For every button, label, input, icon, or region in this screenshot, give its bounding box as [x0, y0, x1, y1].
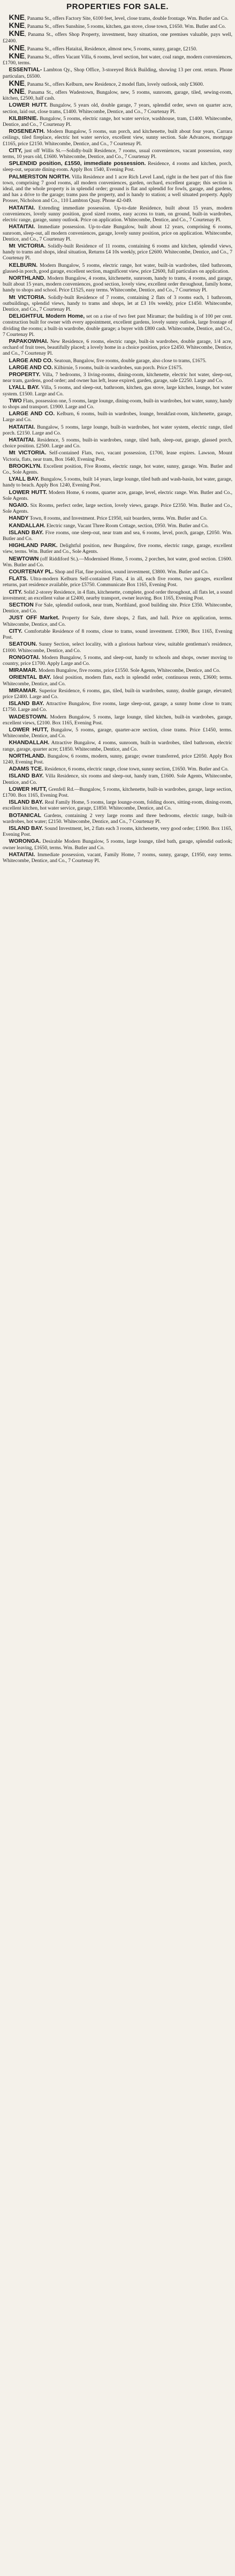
ad-lead: KNE — [9, 13, 25, 21]
ad-body: Modern Home, 6 rooms, quarter acre, garage, level, electric range. Wm. Butler and Co., Sole Agents. — [3, 489, 233, 501]
classified-ad — [3, 766, 232, 772]
classified-ad — [3, 476, 232, 488]
classified-ad — [3, 243, 232, 261]
ad-body: Superior Residence, 6 rooms, gas, tiled, built-in wardrobes, sunny, double garage, elevated; price £2400. Large and Co. — [3, 687, 232, 700]
ad-body: Panama St., offers Factory Site, 6100 feet, level, close trams, double frontage. Wm. Butler and Co. — [27, 16, 229, 21]
classified-ad — [3, 385, 232, 396]
ad-body: Electric range, Vacant Three Room Cottage, section, £950. Wm. Butler and Co. — [46, 522, 209, 529]
ad-body: Residence, 5 rooms, built-in wardrobes, range, tiled bath, sleep-out, garage, glassed porch, choice position. £2500. Large and Co. — [3, 437, 232, 450]
ad-lead: KNE — [9, 29, 25, 38]
ad-body: Villa Residence, six rooms and sleep-out, handy tram, £1600. Sole Agents, Whitecombe, Dentice, and Co. — [3, 773, 232, 785]
ad-lead: KNE — [9, 78, 25, 87]
ad-body: Modern Bungalow, 5 rooms, electric range, hot water, built-in wardrobes, tiled bathroom, glassed-in porch, good garage, excellent section, magnificent view, price £2600, full particulars on application. — [3, 262, 233, 274]
ad-body: Immediate possession. Up-to-date Bungalow, built about 12 years, comprising 6 rooms, sunroom, sleep-out, all modern conveniences, garage, lovely sunny position, price on application. Whitecombe, Dentice, and Co., 7 Courtenay Pl. — [3, 224, 232, 242]
ad-lead: PALMERSTON NORTH. — [9, 174, 71, 180]
ad-body: Modern Bungalow, 5 rooms, and sleep-out, handy to schools and shops, owner moving to country, price £1700. Apply Large and Co. — [3, 654, 232, 667]
ad-lead: LOWER HUTT, — [9, 727, 49, 733]
ad-lead: KNE — [9, 51, 25, 61]
ad-lead: ISLAND BAY. — [9, 529, 44, 536]
ad-body: Bungalow, 6 rooms, modern, sunny, garage; owner transferred, price £2050. Apply Box 1240, Evening Post. — [3, 753, 232, 765]
ad-body: Six Rooms, perfect order, large section, lovely views, garage. Price £2350. Wm. Butler and Co., Sole Agents. — [3, 503, 232, 515]
classified-ad — [3, 503, 232, 514]
classified-ad — [3, 365, 232, 371]
ad-lead: CITY. — [9, 589, 22, 595]
ad-lead: DELIGHTFUL Modern Home, — [9, 313, 85, 320]
ad-body: Panama St., offers Wadestown, Bungalow, new, 5 rooms, sunroom, garage, tiled, sewing-room, kitchen, £2500, half cash. — [3, 89, 232, 102]
ad-lead: LOWER HUTT. — [9, 102, 48, 109]
classified-ad — [3, 589, 232, 601]
ad-body: Villa Residence and 1 acre Rich Level Land, right in the best part of this fine town, comprising 7 good rooms, all modern conveniences, garden, orchard, excellent garage; this section is ideal, and the whole property is in splendid order; ground is flat and splendid for fowls, garage, and gardens, and has a drive to the garage; trams pass the property, and is handy to station; a well situated property. Apply Prosser, Nicholson and Co., 110 Lambton Quay. Phone 42-049. — [3, 174, 232, 204]
ad-lead: ISLAND BAY. — [9, 799, 43, 806]
classified-ad — [3, 655, 232, 667]
ad-body: Five rooms, one sleep-out, near tram and sea, 6 rooms, level, porch, garage, £2050. Wm. Butler and Co. — [3, 529, 232, 542]
ad-lead: NORTHLAND. — [9, 275, 46, 281]
ad-lead: SEATOUN. — [9, 641, 37, 648]
ad-body: set on a rise of two feet past Miramar; the building is of 100 per cent. construction built for owner with every appointment, excellent gardens, lovely sunny outlook, large frontage of dividing the rooms; a built-in wardrobe, double garage; a buyer with £800 cash. Whitecombe, Dentice, and Co., 7 Courtenay Pl. — [3, 313, 232, 338]
ad-lead: COURTENAY PL. — [9, 569, 54, 575]
ad-body: Grenfell Rd.—Bungalow, 5 rooms, kitchenette, built-in wardrobes, garage, large section, £1700. Box 1165, Evening Post. — [3, 786, 232, 798]
ad-body: Panama St., offers Hataitai, Residence, almost new, 5 rooms, sunny, garage, £2150. — [27, 46, 198, 52]
ad-lead: LYALL BAY. — [9, 385, 40, 391]
classified-ad — [3, 641, 232, 653]
ad-body: Comfortable Residence of 8 rooms, close to trams, sound investment. £1900, Box 1165, Evening Post. — [3, 628, 233, 641]
ad-body: Excellent position, Five Rooms, electric range, hot water, sunny, garage. Wm. Butler and Co., Sole Agents. — [3, 463, 232, 476]
ad-body: Kelburn, 6 rooms, built-in wardrobes, lounge, breakfast-room, kitchenette, garage, Large and Co. — [3, 411, 233, 423]
ad-body: Property for Sale, three shops, 2 flats, and hall. Price on application, terms. Whitecombe, Dentice, and Co. — [3, 615, 233, 627]
ad-lead: PAPAKOWHAI. — [9, 338, 49, 345]
classified-ad — [3, 295, 232, 313]
ad-body: Flats, possession one, 5 rooms, large lounge, dining-room, built-in wardrobes, hot water, sunny, handy to shops and transport. £1900. Large and Co. — [3, 398, 232, 410]
ad-body: Attractive Bungalow, five rooms, large sleep-out, garage, a sunny home close to tram; £1750. Large and Co. — [3, 701, 232, 713]
ad-body: Residence, 4 rooms and kitchen, porch, sleep-out, separate dining-room. Apply Box 1540, Evening Post. — [3, 161, 232, 173]
classified-ad — [3, 602, 232, 614]
ad-body: Real Family Home, 5 rooms, large lounge-room, folding doors, sitting-room, dining-room, excellent kitchen, hot water service, garage, £1850. Whitecombe, Dentice, and Co. — [3, 799, 232, 812]
classified-ad — [3, 688, 232, 700]
ad-body: Attractive Bungalow, 4 rooms, sunroom, built-in wardrobes, tiled bathroom, electric range, garage, quarter acre; £1850. Whitecombe, Dentice, and Co. — [3, 740, 232, 752]
ad-lead: WORONGA. — [9, 838, 41, 845]
classified-ad — [3, 398, 232, 410]
classified-ad — [3, 668, 232, 673]
ad-body: Self-contained Flats, two, vacant possession, £1700, lease expires. Lawson, Mount Victoria, flats, near tram, Box 1640, Evening Post. — [3, 450, 232, 462]
classified-ad — [3, 515, 232, 521]
classified-ad — [3, 129, 232, 147]
ad-body: Modern Bungalow, 5 rooms, large lounge, tiled kitchen, built-in wardrobes, garage, excellent views, £2100. Box 1165, Evening Post. — [3, 714, 232, 726]
ad-body: Seatoun, Bungalow, five rooms, double garage, also close to trams, £1675. — [54, 357, 207, 364]
ad-lead: SECTION — [9, 602, 34, 609]
ad-lead: HANDY — [9, 515, 29, 522]
classified-ad — [3, 714, 232, 726]
classified-ad — [3, 838, 232, 850]
ad-body: Modern Bungalow, 5 rooms, sun porch, and kitchenette, built about four years, Carrara ceilings, tiled fireplace, electric hot water service, excellent view, sunny section. Sale Advances, mortgage £1165, price £2150. Whitecombe, Dentice, and Co., 7 Courtenay Pl. — [3, 129, 233, 147]
ad-lead: ISLAND BAY. — [9, 825, 43, 832]
classified-ad — [3, 148, 232, 160]
classified-ad — [3, 224, 232, 242]
classified-ad — [3, 102, 232, 114]
classified-ad — [3, 523, 232, 529]
ad-lead: NGAIO. — [9, 503, 29, 509]
classified-ad: KNE, Panama St., offers Kelburn, new Residence, 2 model flats, lovely outlook, only £3600. — [9, 78, 204, 87]
ad-lead: ROSENEATH. — [9, 129, 45, 135]
classified-ad: KNE, Panama St., offers Factory Site, 6100 feet, level, close trams, double frontage. Wm. Butler and Co. — [9, 13, 229, 21]
ad-lead: BROOKLYN. — [9, 463, 42, 469]
classified-ad — [3, 411, 232, 423]
ad-body: Ideal position, modern flats, each in splendid order, continuous rents, £3600; terms. Whitecombe, Dentice, and Co. — [3, 675, 232, 687]
ad-lead: HATAITAI. — [9, 437, 35, 443]
classified-ad: KNE, Panama St., offers Shop Property, investment, busy situation, one premises valuable, pays well, £2400. — [3, 29, 232, 44]
classified-ad — [3, 813, 232, 825]
ad-lead: BOTANICAL — [9, 812, 41, 819]
ad-body: New Residence, 6 rooms, electric range, built-in wardrobes, double garage, 1/4 acre, orchard of fruit trees, beautifully placed; a lovely home in a choice position, price £2450. Whitecombe, Dentice, and Co., 7 Courtenay Pl. — [3, 338, 233, 357]
ad-body: Villa, 7 bedrooms, 3 living-rooms, dining-room, kitchenette, electric hot water, sleep-out, near tram, gardens, good order; and owner has left, lease expired, garden, garage, sale £2250. Large and Co. — [3, 371, 233, 384]
ad-lead: ISLAND BAY. — [9, 773, 44, 780]
classified-ad — [3, 174, 232, 204]
classified-ad — [3, 753, 232, 765]
classified-ad: KNE, Panama St., offers Wadestown, Bungalow, new, 5 rooms, sunroom, garage, tiled, sewing-room, kitchen, £2500, half cash. — [3, 87, 232, 102]
ad-body: Villa, 5 rooms, and sleep-out, bathroom, kitchen, gas stove, large kitchen, lounge, hot water system. £1500. Large and Co. — [3, 385, 232, 397]
ad-lead: KNE — [9, 43, 25, 52]
ad-body: Bungalow, 5 rooms, large lounge, built-in wardrobes, hot water system, electric range, tiled porch. £2150. Large and Co. — [3, 424, 233, 436]
classified-ad — [3, 490, 232, 501]
ad-body: Gardens, containing 2 very large rooms and three bedrooms, electric range, built-in wardrobes, hot water; £2150. Whitecombe, Dentice, and Co., 7 Courtenay Pl. — [3, 812, 232, 825]
classified-ad — [3, 205, 232, 223]
ad-body: Panama St., offers Sunshine, 5 rooms, kitchen, gas stove, close town, £1650. Wm. Butler and Co. — [27, 24, 226, 30]
ad-lead: MIRAMAR. — [9, 687, 37, 694]
ad-lead: LOWER HUTT, — [9, 786, 47, 792]
ad-body: For Sale, splendid outlook, near tram, Northland, good building site. Price £350. Whitecombe, Dentice, and Co. — [3, 602, 233, 615]
classified-ad — [3, 543, 232, 555]
ad-lead: WADESTOWN. — [9, 714, 48, 720]
classified-ad: KNE, Panama St., offers Vacant Villa, 6 rooms, level section, hot water, coal range, modern conveniences, £1700, terms. — [3, 51, 232, 66]
ad-lead: KHANDALLAH. — [9, 740, 50, 746]
ad-body: Bungalow, 5 years old, double garage, 7 years, splendid order, sewn on quarter acre, section, laid out, close trams, £1400. Whitecombe, Dentice, and Co., 7 Courtenay Pl. — [3, 102, 233, 115]
ad-lead: MIRAMAR. — [9, 668, 37, 674]
ad-body: Sunny Section, select locality, with a glorious harbour view, suitable gentleman's residence, £1000. Whitecombe, Dentice, and Co. — [3, 641, 233, 654]
ad-body: Panama St., offers Kelburn, new Residence, 2 model flats, lovely outlook, only £3600. — [27, 81, 204, 87]
classified-ad — [3, 263, 232, 274]
classified-ad — [3, 727, 232, 739]
classified-ad: KNE, Panama St., offers Hataitai, Residence, almost new, 5 rooms, sunny, garage, £2150. — [9, 43, 198, 52]
ad-lead: ESSENTIAL- — [9, 67, 42, 73]
ad-lead: KNE — [9, 87, 25, 96]
ad-body: Panama St., offers Shop Property, investment, busy situation, one premises valuable, pays well, £2400. — [3, 32, 232, 44]
classified-ad — [3, 615, 232, 627]
ad-lead: LARGE AND CO. — [9, 357, 53, 364]
ad-lead: Mt VICTORIA. — [9, 450, 47, 456]
classified-ad: KNE, Panama St., offers Sunshine, 5 rooms, kitchen, gas stove, close town, £1650. Wm. Butler and Co. — [9, 21, 226, 30]
ad-body: Shop and Flat, fine position, sound investment, £3800. Wm. Butler and Co. — [55, 569, 209, 575]
classified-ad — [3, 569, 232, 575]
ad-body: Solidly-built Residence of 11 rooms, containing 6 rooms and kitchen, splendid views, handy to trams and shops, ideal situation, Returns £4 10s weekly, price £2600. Whitecombe, Dentice, and Co., 7 Courtenay Pl. — [3, 243, 232, 261]
classified-ad — [3, 358, 232, 364]
classified-ad — [3, 67, 232, 79]
ad-body: Extending immediate possession. Up-to-date Residence, built about 15 years, modern conveniences, lovely sunny position, good sized rooms, easy access to tram, on ground, built-in wardrobes, electric range, garage, sunny outlook. Price on application. Whitecombe, Dentice, and Co., 7 Courtenay Pl. — [3, 205, 232, 223]
ad-body: Town, 8 rooms, and Investment. Price £1950, suit boarders, terms. Wm. Butler and Co. — [29, 515, 208, 522]
ad-lead: CITY. — [9, 628, 22, 634]
classified-ad — [3, 740, 232, 752]
classified-ad — [3, 576, 232, 588]
ad-lead: LARGE AND CO. — [9, 364, 53, 371]
ad-lead: ORIENTAL BAY. — [9, 675, 51, 681]
ad-body: Solidly-built Residence of 7 rooms, containing 2 flats of 3 rooms each, 1 bathroom, outbuildings, splendid views, handy to trams and shops, let at £3 10s weekly, price £1450. Whitecombe, Dentice, and Co., 7 Courtenay Pl. — [3, 294, 233, 312]
ad-lead: Mt VICTORIA. — [9, 294, 46, 301]
classified-ad — [3, 463, 232, 475]
ad-lead: KANDALLAH. — [9, 522, 46, 529]
ad-lead: Mt VICTORIA. — [9, 243, 46, 249]
classified-ad — [3, 799, 232, 811]
ad-lead: HATAITAI. — [9, 424, 35, 430]
ad-body: just off Willis St.—Solidly-built Residence, 7 rooms, usual conveniences, vacant possession, easy terms, 10 years old, £1600. Whitecombe, Dentice, and Co., 7 Courtenay Pl. — [3, 147, 232, 160]
ad-body: Bungalow, 5 rooms, garage, quarter-acre section, close trams. Price £1450, terms. Whitecombe, Dentice, and Co. — [3, 727, 232, 739]
ad-body: Residence, 6 rooms, electric range, close town, sunny section, £1650. Wm. Butler and Co. — [44, 766, 229, 773]
ad-lead: LOWER HUTT. — [9, 489, 47, 496]
ad-lead: CITY, — [9, 147, 22, 154]
ad-lead: KNE — [9, 21, 25, 30]
ad-lead: ISLAND BAY. — [9, 701, 44, 707]
ad-body: (off Riddiford St.).—Modernised Home, 5 rooms, 2 porches, hot water, good section. £1600. Wm. Butler and Co. — [3, 556, 232, 568]
classified-ad — [3, 556, 232, 568]
classified-ad — [3, 275, 232, 294]
ad-lead: LYALL BAY. — [9, 476, 40, 483]
ad-body: Bungalow, 5 rooms, built 14 years, large lounge, tiled bath and wash-basin, hot water, garage, handy to beach. Apply Box 1240, Evening Post. — [3, 476, 232, 489]
classified-ad — [3, 826, 232, 837]
classified-ad — [3, 116, 232, 128]
ad-lead: ADAMS TCE. — [9, 766, 43, 773]
ad-body: Sound Investment, let, 2 flats each 3 rooms, kitchenette, very good order; £1900. Box 1165, Evening Post. — [3, 825, 232, 838]
ad-lead: FLATS. — [9, 576, 28, 582]
ad-lead: JUST OFF Market. — [9, 615, 60, 621]
ad-lead: HIGHLAND PARK. — [9, 543, 58, 549]
classified-ad — [3, 628, 232, 640]
ad-lead: NEWTOWN — [9, 556, 39, 562]
classified-ad — [3, 701, 232, 713]
ad-lead: TWO — [9, 398, 22, 404]
classified-ad — [3, 339, 232, 357]
ad-body: Kilbirnie, 5 rooms, built-in wardrobes, sun porch. Price £1675. — [54, 364, 183, 371]
ad-lead: HATAITAI. — [9, 851, 35, 858]
ad-lead: NORTHLAND. — [9, 753, 46, 759]
section-heading: PROPERTIES FOR SALE. — [66, 2, 169, 11]
classified-ad — [3, 852, 232, 864]
classified-ad — [3, 675, 232, 686]
classified-ad — [3, 372, 232, 384]
ad-lead: HATAITAI. — [9, 205, 35, 211]
classified-ad — [3, 424, 232, 436]
ad-lead: KILBIRNIE. — [9, 115, 39, 122]
ad-lead: HATAITAI. — [9, 224, 35, 230]
ad-body: Panama St., offers Vacant Villa, 6 rooms, level section, hot water, coal range, modern conveniences, £1700, terms. — [3, 54, 232, 66]
classifieds-page — [0, 0, 235, 868]
classified-ad — [3, 437, 232, 449]
ad-body: Modern Bungalow, five rooms, price £1550. Sole Agents, Whitecombe, Dentice, and Co. — [38, 668, 221, 674]
ad-body: Lambton Qy., Shop Office, 3-storeyed Brick Building, showing 13 per cent. return. Phone particulars, £6500. — [3, 67, 232, 79]
classified-ad — [3, 313, 232, 338]
ad-lead: PROPERTY. — [9, 371, 41, 378]
ad-body: Immediate possession, vacant, Family Home, 7 rooms, sunny, garage, £1950, easy terms. Whitecombe, Dentice, and Co., 7 Courtenay Pl. — [3, 851, 233, 864]
ad-lead: LARGE AND CO. — [9, 411, 55, 417]
ad-body: Modern Bungalow, 4 rooms, kitchenette, sunroom, handy to trams, 4 rooms, and garage, built about 15 years, modern conveniences, good section, lovely view, excellent order throughout, family home, handy to shops and school. Price £1525, easy terms. Whitecombe, Dentice, and Co., 7 Courtenay Pl. — [3, 275, 232, 294]
ad-body: Solid 2-storey Residence, in 4 flats, kitchenette, complete, good order throughout, all flats let, a sound investment; an excellent value at £2400, nearby transport, owner leaving. Box 1165, Evening Post. — [3, 589, 233, 601]
ad-lead: KELBURN. — [9, 262, 38, 268]
classified-ad — [3, 161, 232, 173]
classified-ad — [3, 450, 232, 462]
classified-ad — [3, 787, 232, 798]
classified-ad — [3, 773, 232, 785]
ads-column — [3, 14, 232, 864]
ad-body: Bungalow, 5 rooms, electric range, hot water service, washhouse, tram, £1400. Whitecombe, Dentice, and Co., 7 Courtenay Pl. — [3, 115, 232, 128]
ad-body: Ultra-modern Kelburn Self-contained Flats, 4 in all, each five rooms, two garages, excellent returns, part residence available, price £5750. Communicate Box 1165, Evening Post. — [3, 576, 232, 588]
ad-lead: RONGOTAI. — [9, 654, 40, 661]
ad-body: Delightful position, new Bungalow, five rooms, electric range, garage, excellent view, terms. Wm. Butler and Co., Sole Agents. — [3, 543, 232, 555]
ad-lead: SPLENDID position, £1550, immediate possession. — [9, 161, 146, 167]
classified-ad — [3, 530, 232, 542]
ad-body: Desirable Modern Bungalow, 5 rooms, large lounge, tiled bath, garage, splendid outlook; owner leaving, £1650, terms. Wm. Butler and Co. — [3, 838, 233, 851]
